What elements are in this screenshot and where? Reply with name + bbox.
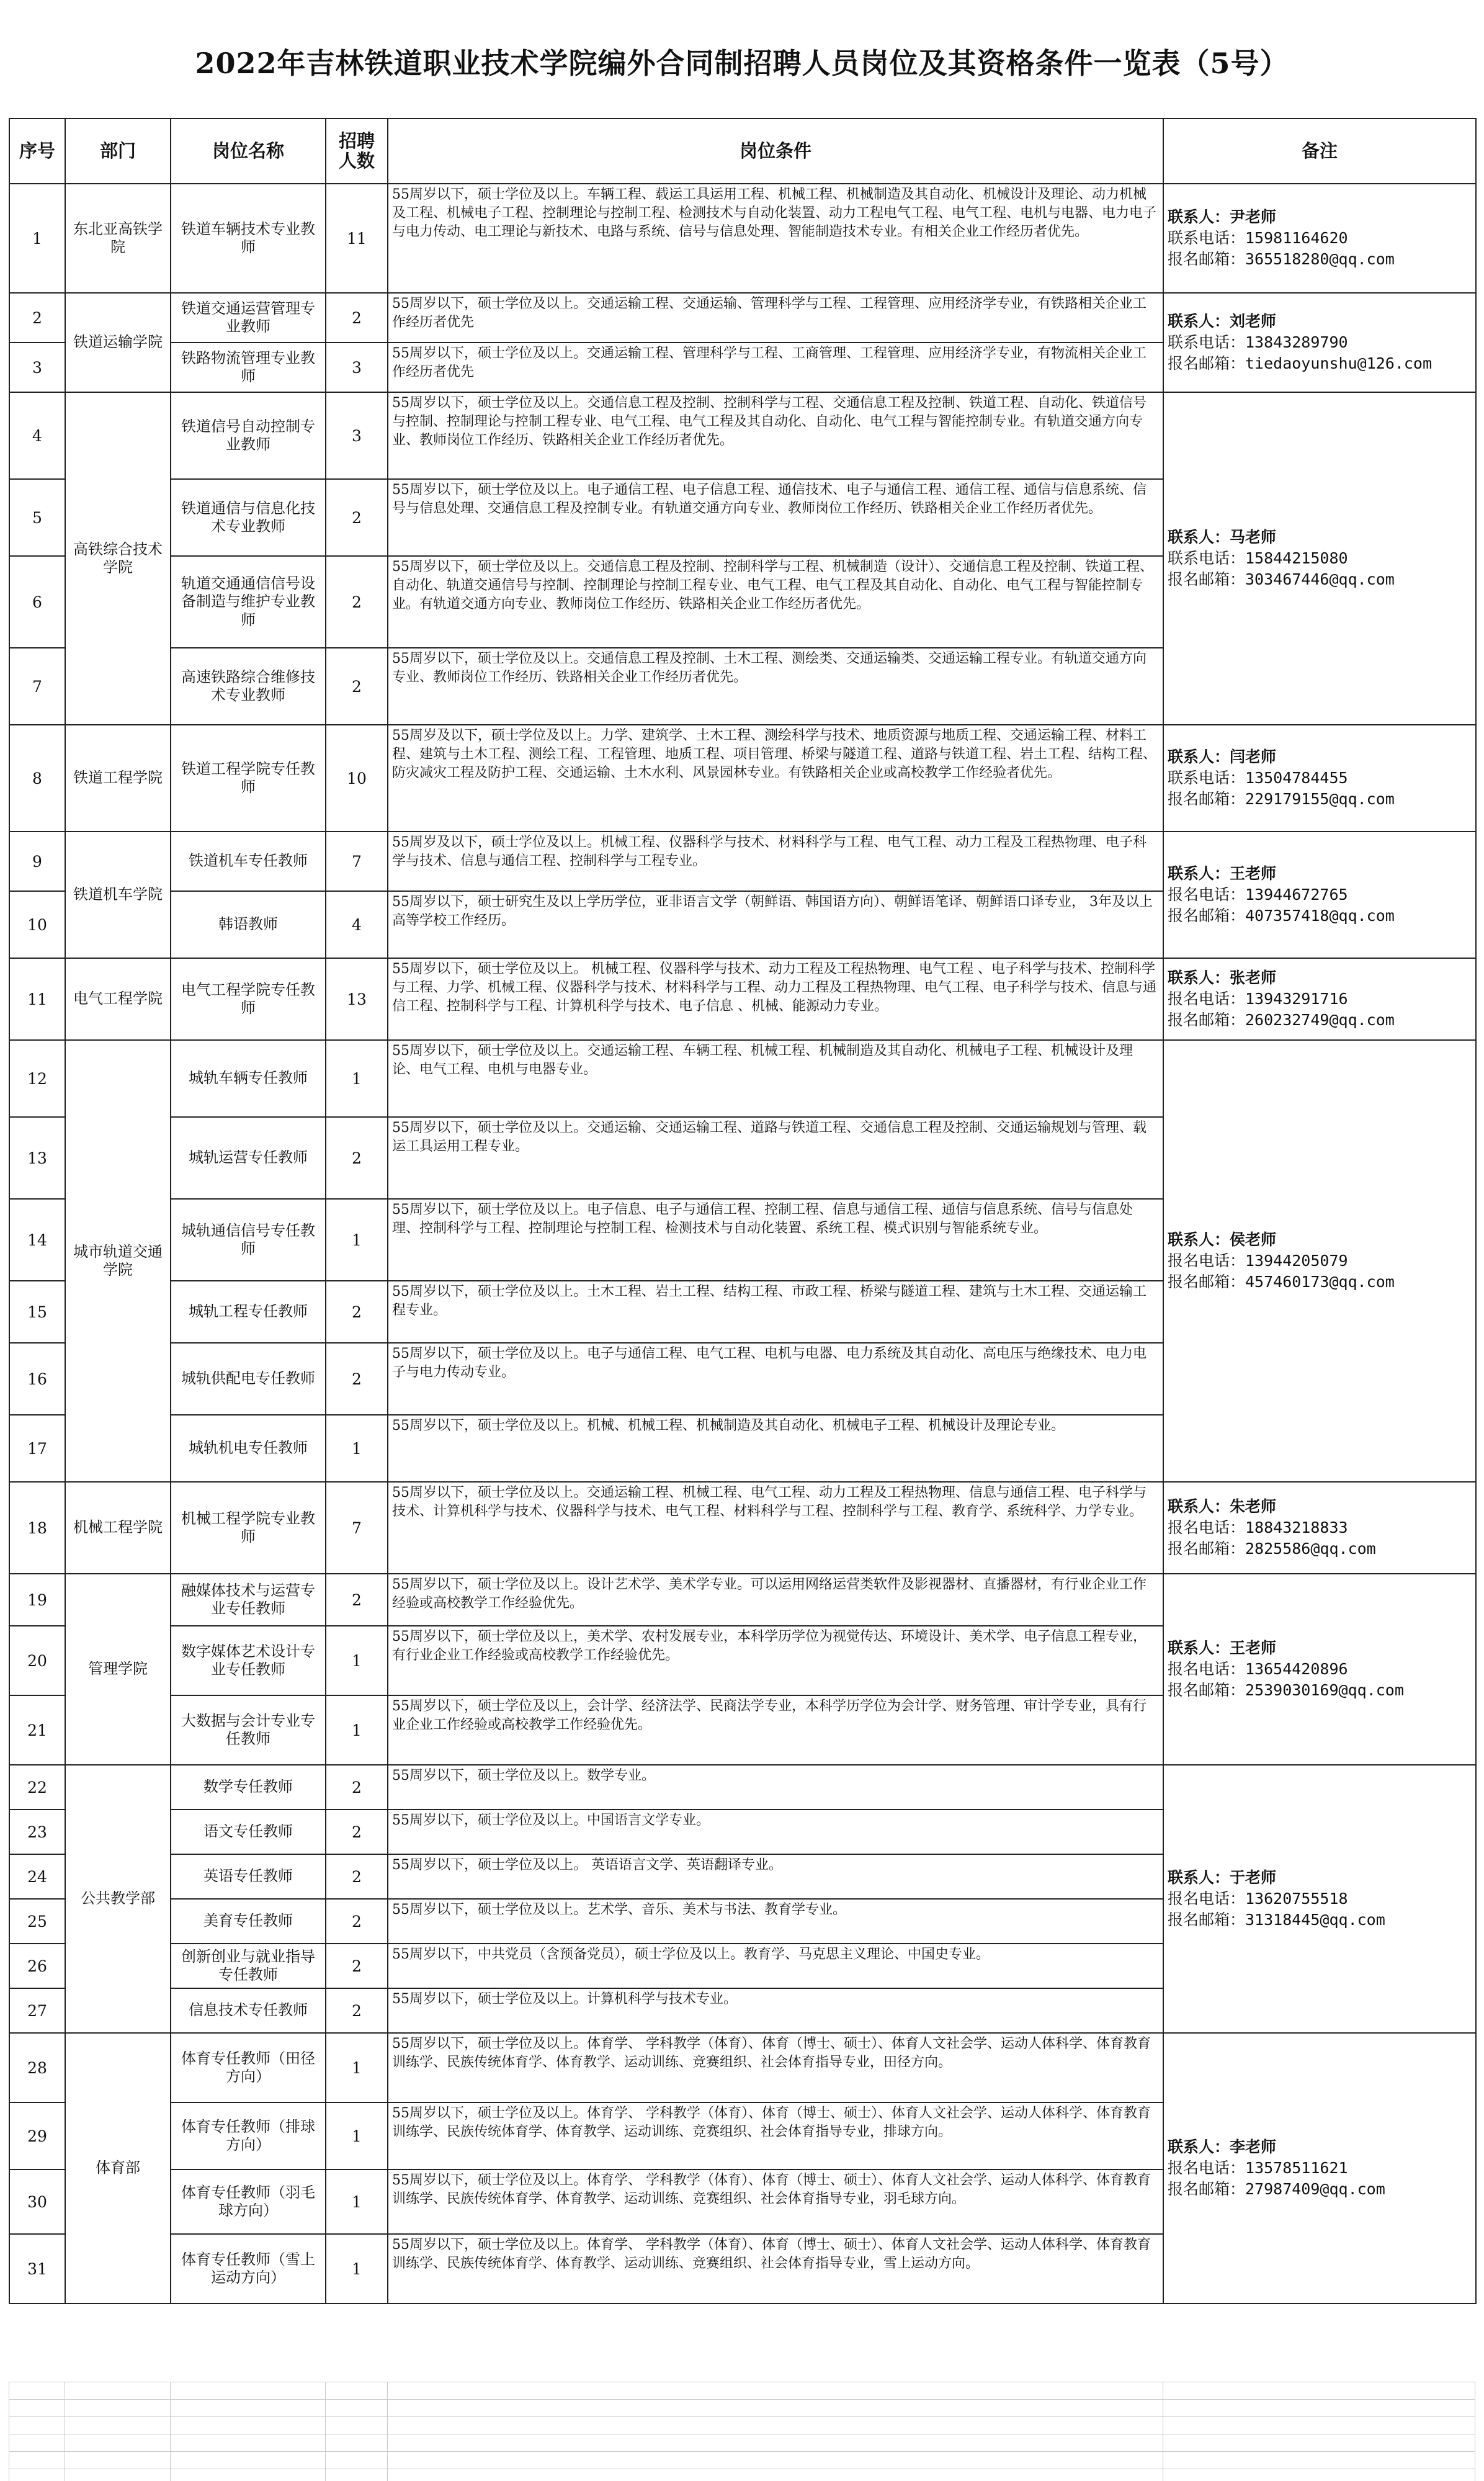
requirements-cell: 55周岁以下，硕士学位及以上。设计艺术学、美术学专业。可以运用网络运营类软件及影视器材、直播器材，有行业企业工作经验或高校教学工作经验优先。 [388,1574,1163,1626]
gridline [387,2382,388,2481]
row-number: 10 [9,891,65,958]
row-number: 25 [9,1899,65,1944]
headcount-cell: 7 [326,1482,388,1574]
department-cell: 铁道工程学院 [65,725,171,832]
row-number: 2 [9,293,65,343]
requirements-cell: 55周岁以下，硕士学位及以上。交通运输工程、管理科学与工程、工商管理、工程管理、应用经济学专业，有物流相关企业工作经历者优先 [388,343,1163,392]
contact-person: 联系人：闫老师 [1168,748,1277,766]
post-name-cell: 数字媒体艺术设计专业专任教师 [171,1626,326,1695]
headcount-cell: 2 [326,648,388,725]
contact-email: 报名邮箱：407357418@qq.com [1168,906,1395,925]
department-cell: 东北亚高铁学院 [65,184,171,293]
headcount-cell: 1 [326,2102,388,2169]
requirements-cell: 55周岁以下，硕士研究生及以上学历学位，亚非语言文学（朝鲜语、韩国语方向）、朝鲜语笔译、朝鲜语口译专业， 3年及以上高等学校工作经历。 [388,891,1163,958]
contact-cell [1163,1765,1476,2033]
contact-cell [1163,2033,1476,2304]
post-name-cell: 体育专任教师（田径方向） [171,2033,326,2102]
page-title: 2022年吉林铁道职业技术学院编外合同制招聘人员岗位及其资格条件一览表（5号） [195,47,1289,80]
post-name-cell: 城轨机电专任教师 [171,1415,326,1482]
table-row [9,293,1476,343]
headcount-cell: 2 [326,1281,388,1343]
contact-person: 联系人：尹老师 [1168,208,1277,227]
requirements-cell: 55周岁以下，硕士学位及以上。交通运输工程、交通运输、管理科学与工程、工程管理、应用经济学专业，有铁路相关企业工作经历者优先 [388,293,1163,343]
post-name-cell: 城轨运营专任教师 [171,1117,326,1199]
post-name-cell: 铁道通信与信息化技术专业教师 [171,479,326,556]
row-number: 6 [9,556,65,648]
requirements-cell: 55周岁以下，硕士学位及以上。体育学、 学科教学（体育）、体育（博士、硕士）、体育人文社会学、运动人体科学、体育教育训练学、民族传统体育学、体育教学、运动训练、竞赛组织、社会体育指导专业，排球方向。 [388,2102,1163,2169]
table-row [9,184,1476,293]
table-row [9,958,1476,1040]
row-number: 28 [9,2033,65,2102]
contact-phone: 报名电话：13944672765 [1168,886,1348,904]
contact-email: 报名邮箱：31318445@qq.com [1168,1910,1385,1929]
row-number: 15 [9,1281,65,1343]
row-number: 14 [9,1199,65,1281]
row-number: 19 [9,1574,65,1626]
header-count: 招聘人数 [326,119,388,184]
requirements-cell: 55周岁以下，硕士学位及以上。交通信息工程及控制、土木工程、测绘类、交通运输类、交通运输工程专业。有轨道交通方向专业、教师岗位工作经历、铁路相关企业工作经历者优先。 [388,648,1163,725]
requirements-cell: 55周岁以下，硕士学位及以上。土木工程、岩土工程、结构工程、市政工程、桥梁与隧道工程、建筑与土木工程、交通运输工程专业。 [388,1281,1163,1343]
row-number: 7 [9,648,65,725]
contact-email: 报名邮箱：365518280@qq.com [1168,249,1395,268]
recruitment-table [9,118,1475,2377]
headcount-cell: 1 [326,1040,388,1117]
contact-phone: 报名电话：13654420896 [1168,1660,1348,1679]
post-name-cell: 铁道信号自动控制专业教师 [171,392,326,479]
contact-cell [1163,1482,1476,1574]
headcount-cell: 2 [326,1988,388,2033]
contact-email: 报名邮箱：2539030169@qq.com [1168,1680,1404,1699]
table-row [9,392,1476,479]
contact-person: 联系人：朱老师 [1168,1497,1277,1516]
post-name-cell: 体育专任教师（雪上运动方向） [171,2234,326,2304]
department-cell: 体育部 [65,2033,171,2304]
contact-cell [1163,958,1476,1040]
contact-email: 报名邮箱：27987409@qq.com [1168,2179,1385,2198]
headcount-cell: 2 [326,1343,388,1415]
header-no: 序号 [9,119,65,184]
post-name-cell: 轨道交通通信信号设备制造与维护专业教师 [171,556,326,648]
table-row [9,2033,1476,2102]
contact-phone: 联系电话：13843289790 [1168,333,1348,352]
post-name-cell: 数学专任教师 [171,1765,326,1810]
post-name-cell: 城轨通信信号专任教师 [171,1199,326,1281]
headcount-cell: 1 [326,1415,388,1482]
row-number: 16 [9,1343,65,1415]
headcount-cell: 1 [326,1626,388,1695]
headcount-cell: 2 [326,479,388,556]
post-name-cell: 体育专任教师（排球方向） [171,2102,326,2169]
contact-phone: 报名电话：13944205079 [1168,1252,1348,1270]
contact-phone: 联系电话：13504784455 [1168,769,1348,787]
contact-email: 报名邮箱：260232749@qq.com [1168,1010,1395,1029]
header-requirements: 岗位条件 [388,119,1163,184]
requirements-cell: 55周岁以下，硕士学位及以上。交通信息工程及控制、控制科学与工程、交通信息工程及控制、铁道工程、自动化、铁道信号与控制、控制理论与控制工程专业、电气工程、电气工程及其自动化、自动化、电气工程与智能控制专业。有轨道交通方向专业、教师岗位工作经历、铁路相关企业工作经历者优先。 [388,392,1163,479]
row-number: 22 [9,1765,65,1810]
headcount-cell: 1 [326,1695,388,1765]
contact-person: 联系人：马老师 [1168,528,1277,547]
post-name-cell: 韩语教师 [171,891,326,958]
requirements-cell: 55周岁以下，硕士学位及以上。电子信息、电子与通信工程、控制工程、信息与通信工程、通信与信息系统、信号与信息处理、控制科学与工程、控制理论与控制工程、检测技术与自动化装置、系统工程、模式识别与智能系统专业。 [388,1199,1163,1281]
post-name-cell: 铁道交通运营管理专业教师 [171,293,326,343]
requirements-cell: 55周岁以下，硕士学位及以上。电子与通信工程、电气工程、电机与电器、电力系统及其自动化、高电压与绝缘技术、电力电子与电力传动专业。 [388,1343,1163,1415]
headcount-cell: 1 [326,2169,388,2234]
requirements-cell: 55周岁以下，硕士学位及以上。体育学、 学科教学（体育）、体育（博士、硕士）、体育人文社会学、运动人体科学、体育教育训练学、民族传统体育学、体育教学、运动训练、竞赛组织、社会体育指导专业，羽毛球方向。 [388,2169,1163,2234]
gridline [9,2451,1475,2452]
post-name-cell: 创新创业与就业指导专任教师 [171,1944,326,1988]
post-name-cell: 高速铁路综合维修技术专业教师 [171,648,326,725]
contact-cell [1163,184,1476,293]
row-number: 3 [9,343,65,392]
post-name-cell: 大数据与会计专业专任教师 [171,1695,326,1765]
requirements-cell: 55周岁以下，硕士学位及以上，美术学、农村发展专业，本科学历学位为视觉传达、环境设计、美术学、电子信息工程专业，有行业企业工作经验或高校教学工作经验优先。 [388,1626,1163,1695]
headcount-cell: 3 [326,343,388,392]
row-number: 24 [9,1854,65,1899]
contact-cell [1163,1574,1476,1765]
row-number: 31 [9,2234,65,2304]
headcount-cell: 4 [326,891,388,958]
requirements-cell: 55周岁以下，硕士学位及以上。交通信息工程及控制、控制科学与工程、机械制造（设计）、交通信息工程及控制、铁道工程、自动化、轨道交通信号与控制、控制理论与控制工程专业、电气工程、电气工程及其自动化、自动化、电气工程与智能控制专业。有轨道交通方向专业、教师岗位工作经历、铁路相关企业工作经历者优先。 [388,556,1163,648]
contact-cell [1163,832,1476,958]
contact-person: 联系人：李老师 [1168,2138,1277,2156]
requirements-cell: 55周岁以下，硕士学位及以上。 英语语言文学、英语翻译专业。 [388,1854,1163,1899]
row-number: 13 [9,1117,65,1199]
gridline [325,2382,326,2481]
requirements-cell: 55周岁及以下，硕士学位及以上。力学、建筑学、土木工程、测绘科学与技术、地质资源与地质工程、交通运输工程、材料工程、建筑与土木工程、测绘工程、工程管理、地质工程、项目管理、桥梁与隧道工程、道路与铁道工程、岩土工程、结构工程、防灾减灾工程及防护工程、交通运输、土木水利、风景园林专业。有铁路相关企业或高校教学工作经验者优先。 [388,725,1163,832]
contact-phone: 报名电话：13620755518 [1168,1890,1348,1908]
row-number: 26 [9,1944,65,1988]
header-dept: 部门 [65,119,171,184]
headcount-cell: 2 [326,1899,388,1944]
post-name-cell: 铁道机车专任教师 [171,832,326,891]
headcount-cell: 1 [326,1199,388,1281]
requirements-cell: 55周岁以下，硕士学位及以上。交通运输工程、车辆工程、机械工程、机械制造及其自动化、机械电子工程、机械设计及理论、电气工程、电机与电器专业。 [388,1040,1163,1117]
post-name-cell: 城轨供配电专任教师 [171,1343,326,1415]
empty-sheet-gridlines [9,2382,1475,2481]
table-row [9,1482,1476,1574]
row-number: 18 [9,1482,65,1574]
row-number: 1 [9,184,65,293]
row-number: 9 [9,832,65,891]
requirements-cell: 55周岁以下，硕士学位及以上。 机械工程、仪器科学与技术、动力工程及工程热物理、电气工程 、电子科学与技术、控制科学与工程、力学、机械工程、仪器科学与技术、材料科学与工程、动力工程及工程热物理、电气工程、电子科学与技术、信息与通信工程、控制科学与工程、计算机科学与技术、电子信息 、机械、能源动力专业。 [388,958,1163,1040]
headcount-cell: 11 [326,184,388,293]
contact-phone: 联系电话：15981164620 [1168,229,1348,248]
requirements-cell: 55周岁以下，硕士学位及以上。中国语言文学专业。 [388,1810,1163,1854]
post-name-cell: 机械工程学院专业教师 [171,1482,326,1574]
post-name-cell: 铁道工程学院专任教师 [171,725,326,832]
headcount-cell: 7 [326,832,388,891]
headcount-cell: 2 [326,1854,388,1899]
department-cell: 管理学院 [65,1574,171,1765]
post-name-cell: 语文专任教师 [171,1810,326,1854]
contact-cell [1163,392,1476,725]
requirements-cell: 55周岁以下，硕士学位及以上。电子通信工程、电子信息工程、通信技术、电子与通信工程、通信工程、通信与信息系统、信号与信息处理、交通信息工程及控制专业。有轨道交通方向专业、教师岗位工作经历、铁路相关企业工作经历者优先。 [388,479,1163,556]
requirements-cell: 55周岁及以下，硕士学位及以上。机械工程、仪器科学与技术、材料科学与工程、电气工程、动力工程及工程热物理、电子科学与技术、信息与通信工程、控制科学与工程专业。 [388,832,1163,891]
row-number: 5 [9,479,65,556]
contact-cell [1163,725,1476,832]
requirements-cell: 55周岁以下，中共党员（含预备党员），硕士学位及以上。教育学、马克思主义理论、中国史专业。 [388,1944,1163,1988]
headcount-cell: 2 [326,1765,388,1810]
row-number: 11 [9,958,65,1040]
contact-phone: 报名电话：13578511621 [1168,2159,1348,2178]
gridline [170,2382,171,2481]
gridline [9,2399,1475,2400]
contact-person: 联系人：于老师 [1168,1869,1277,1887]
requirements-cell: 55周岁以下，硕士学位及以上。艺术学、音乐、美术与书法、教育学专业。 [388,1899,1163,1944]
headcount-cell: 13 [326,958,388,1040]
contact-phone: 报名电话：18843218833 [1168,1519,1348,1537]
headcount-cell: 1 [326,2234,388,2304]
header-row [9,119,1476,184]
row-number: 27 [9,1988,65,2033]
table-row [9,1765,1476,1810]
contact-phone: 联系电话：15844215080 [1168,549,1348,568]
requirements-cell: 55周岁以下，硕士学位及以上。体育学、 学科教学（体育）、体育（博士、硕士）、体育人文社会学、运动人体科学、体育教育训练学、民族传统体育学、体育教学、运动训练、竞赛组织、社会体育指导专业，田径方向。 [388,2033,1163,2102]
row-number: 29 [9,2102,65,2169]
post-name-cell: 城轨车辆专任教师 [171,1040,326,1117]
post-name-cell: 融媒体技术与运营专业专任教师 [171,1574,326,1626]
requirements-cell: 55周岁以下，硕士学位及以上。交通运输、交通运输工程、道路与铁道工程、交通信息工程及控制、交通运输规划与管理、载运工具运用工程专业。 [388,1117,1163,1199]
contact-person: 联系人：侯老师 [1168,1231,1277,1249]
table-row [9,1574,1476,1626]
contact-email: 报名邮箱：2825586@qq.com [1168,1539,1376,1558]
post-name-cell: 英语专任教师 [171,1854,326,1899]
contact-phone: 报名电话：13943291716 [1168,990,1348,1008]
contact-email: 报名邮箱：303467446@qq.com [1168,570,1395,588]
row-number: 23 [9,1810,65,1854]
department-cell: 铁道运输学院 [65,293,171,392]
contact-person: 联系人：刘老师 [1168,312,1277,331]
requirements-cell: 55周岁以下，硕士学位及以上。车辆工程、载运工具运用工程、机械工程、机械制造及其自动化、机械设计及理论、动力机械及工程、机械电子工程、控制理论与控制工程、检测技术与自动化装置、动力工程电气工程、电气工程、电机与电器、电力电子与电力传动、电工理论与新技术、电路与系统、信号与信息处理、智能制造技术专业。有相关企业工作经历者优先。 [388,184,1163,293]
department-cell: 电气工程学院 [65,958,171,1040]
requirements-cell: 55周岁以下，硕士学位及以上。计算机科学与技术专业。 [388,1988,1163,2033]
table-row [9,1040,1476,1117]
row-number: 30 [9,2169,65,2234]
post-name-cell: 信息技术专任教师 [171,1988,326,2033]
headcount-cell: 2 [326,556,388,648]
row-number: 21 [9,1695,65,1765]
header-post: 岗位名称 [171,119,326,184]
contact-cell [1163,1040,1476,1482]
row-number: 8 [9,725,65,832]
contact-email: 报名邮箱：457460173@qq.com [1168,1272,1395,1291]
contact-email: 报名邮箱：tiedaoyunshu@126.com [1168,354,1433,372]
requirements-cell: 55周岁以下，硕士学位及以上，会计学、经济法学、民商法学专业，本科学历学位为会计学、财务管理、审计学专业，具有行业企业工作经验或高校教学工作经验优先。 [388,1695,1163,1765]
headcount-cell: 2 [326,293,388,343]
headcount-cell: 2 [326,1944,388,1988]
gridline [9,2416,1475,2417]
table-row [9,725,1476,832]
requirements-cell: 55周岁以下，硕士学位及以上。体育学、 学科教学（体育）、体育（博士、硕士）、体育人文社会学、运动人体科学、体育教育训练学、民族传统体育学、体育教学、运动训练、竞赛组织、社会体育指导专业，雪上运动方向。 [388,2234,1163,2304]
post-name-cell: 铁路物流管理专业教师 [171,343,326,392]
post-name-cell: 体育专任教师（羽毛球方向） [171,2169,326,2234]
contact-person: 联系人：王老师 [1168,864,1277,883]
headcount-cell: 3 [326,392,388,479]
headcount-cell: 2 [326,1117,388,1199]
post-name-cell: 铁道车辆技术专业教师 [171,184,326,293]
department-cell: 高铁综合技术学院 [65,392,171,725]
department-cell: 机械工程学院 [65,1482,171,1574]
row-number: 17 [9,1415,65,1482]
requirements-cell: 55周岁以下，硕士学位及以上。机械、机械工程、机械制造及其自动化、机械电子工程、机械设计及理论专业。 [388,1415,1163,1482]
contact-cell [1163,293,1476,392]
contact-person: 联系人：张老师 [1168,969,1277,987]
post-name-cell: 城轨工程专任教师 [171,1281,326,1343]
row-number: 4 [9,392,65,479]
headcount-cell: 2 [326,1574,388,1626]
row-number: 12 [9,1040,65,1117]
table-row [9,832,1476,891]
requirements-cell: 55周岁以下，硕士学位及以上。数学专业。 [388,1765,1163,1810]
contact-email: 报名邮箱：229179155@qq.com [1168,789,1395,808]
department-cell: 城市轨道交通学院 [65,1040,171,1482]
header-note: 备注 [1163,119,1476,184]
headcount-cell: 2 [326,1810,388,1854]
department-cell: 铁道机车学院 [65,832,171,958]
post-name-cell: 电气工程学院专任教师 [171,958,326,1040]
headcount-cell: 10 [326,725,388,832]
headcount-cell: 1 [326,2033,388,2102]
contact-person: 联系人：王老师 [1168,1639,1277,1658]
department-cell: 公共教学部 [65,1765,171,2033]
post-name-cell: 美育专任教师 [171,1899,326,1944]
row-number: 20 [9,1626,65,1695]
requirements-cell: 55周岁以下，硕士学位及以上。交通运输工程、机械工程、电气工程、动力工程及工程热物理、信息与通信工程、电子科学与技术、计算机科学与技术、仪器科学与技术、电气工程、材料科学与工程、控制科学与工程、教育学、系统科学、力学专业。 [388,1482,1163,1574]
